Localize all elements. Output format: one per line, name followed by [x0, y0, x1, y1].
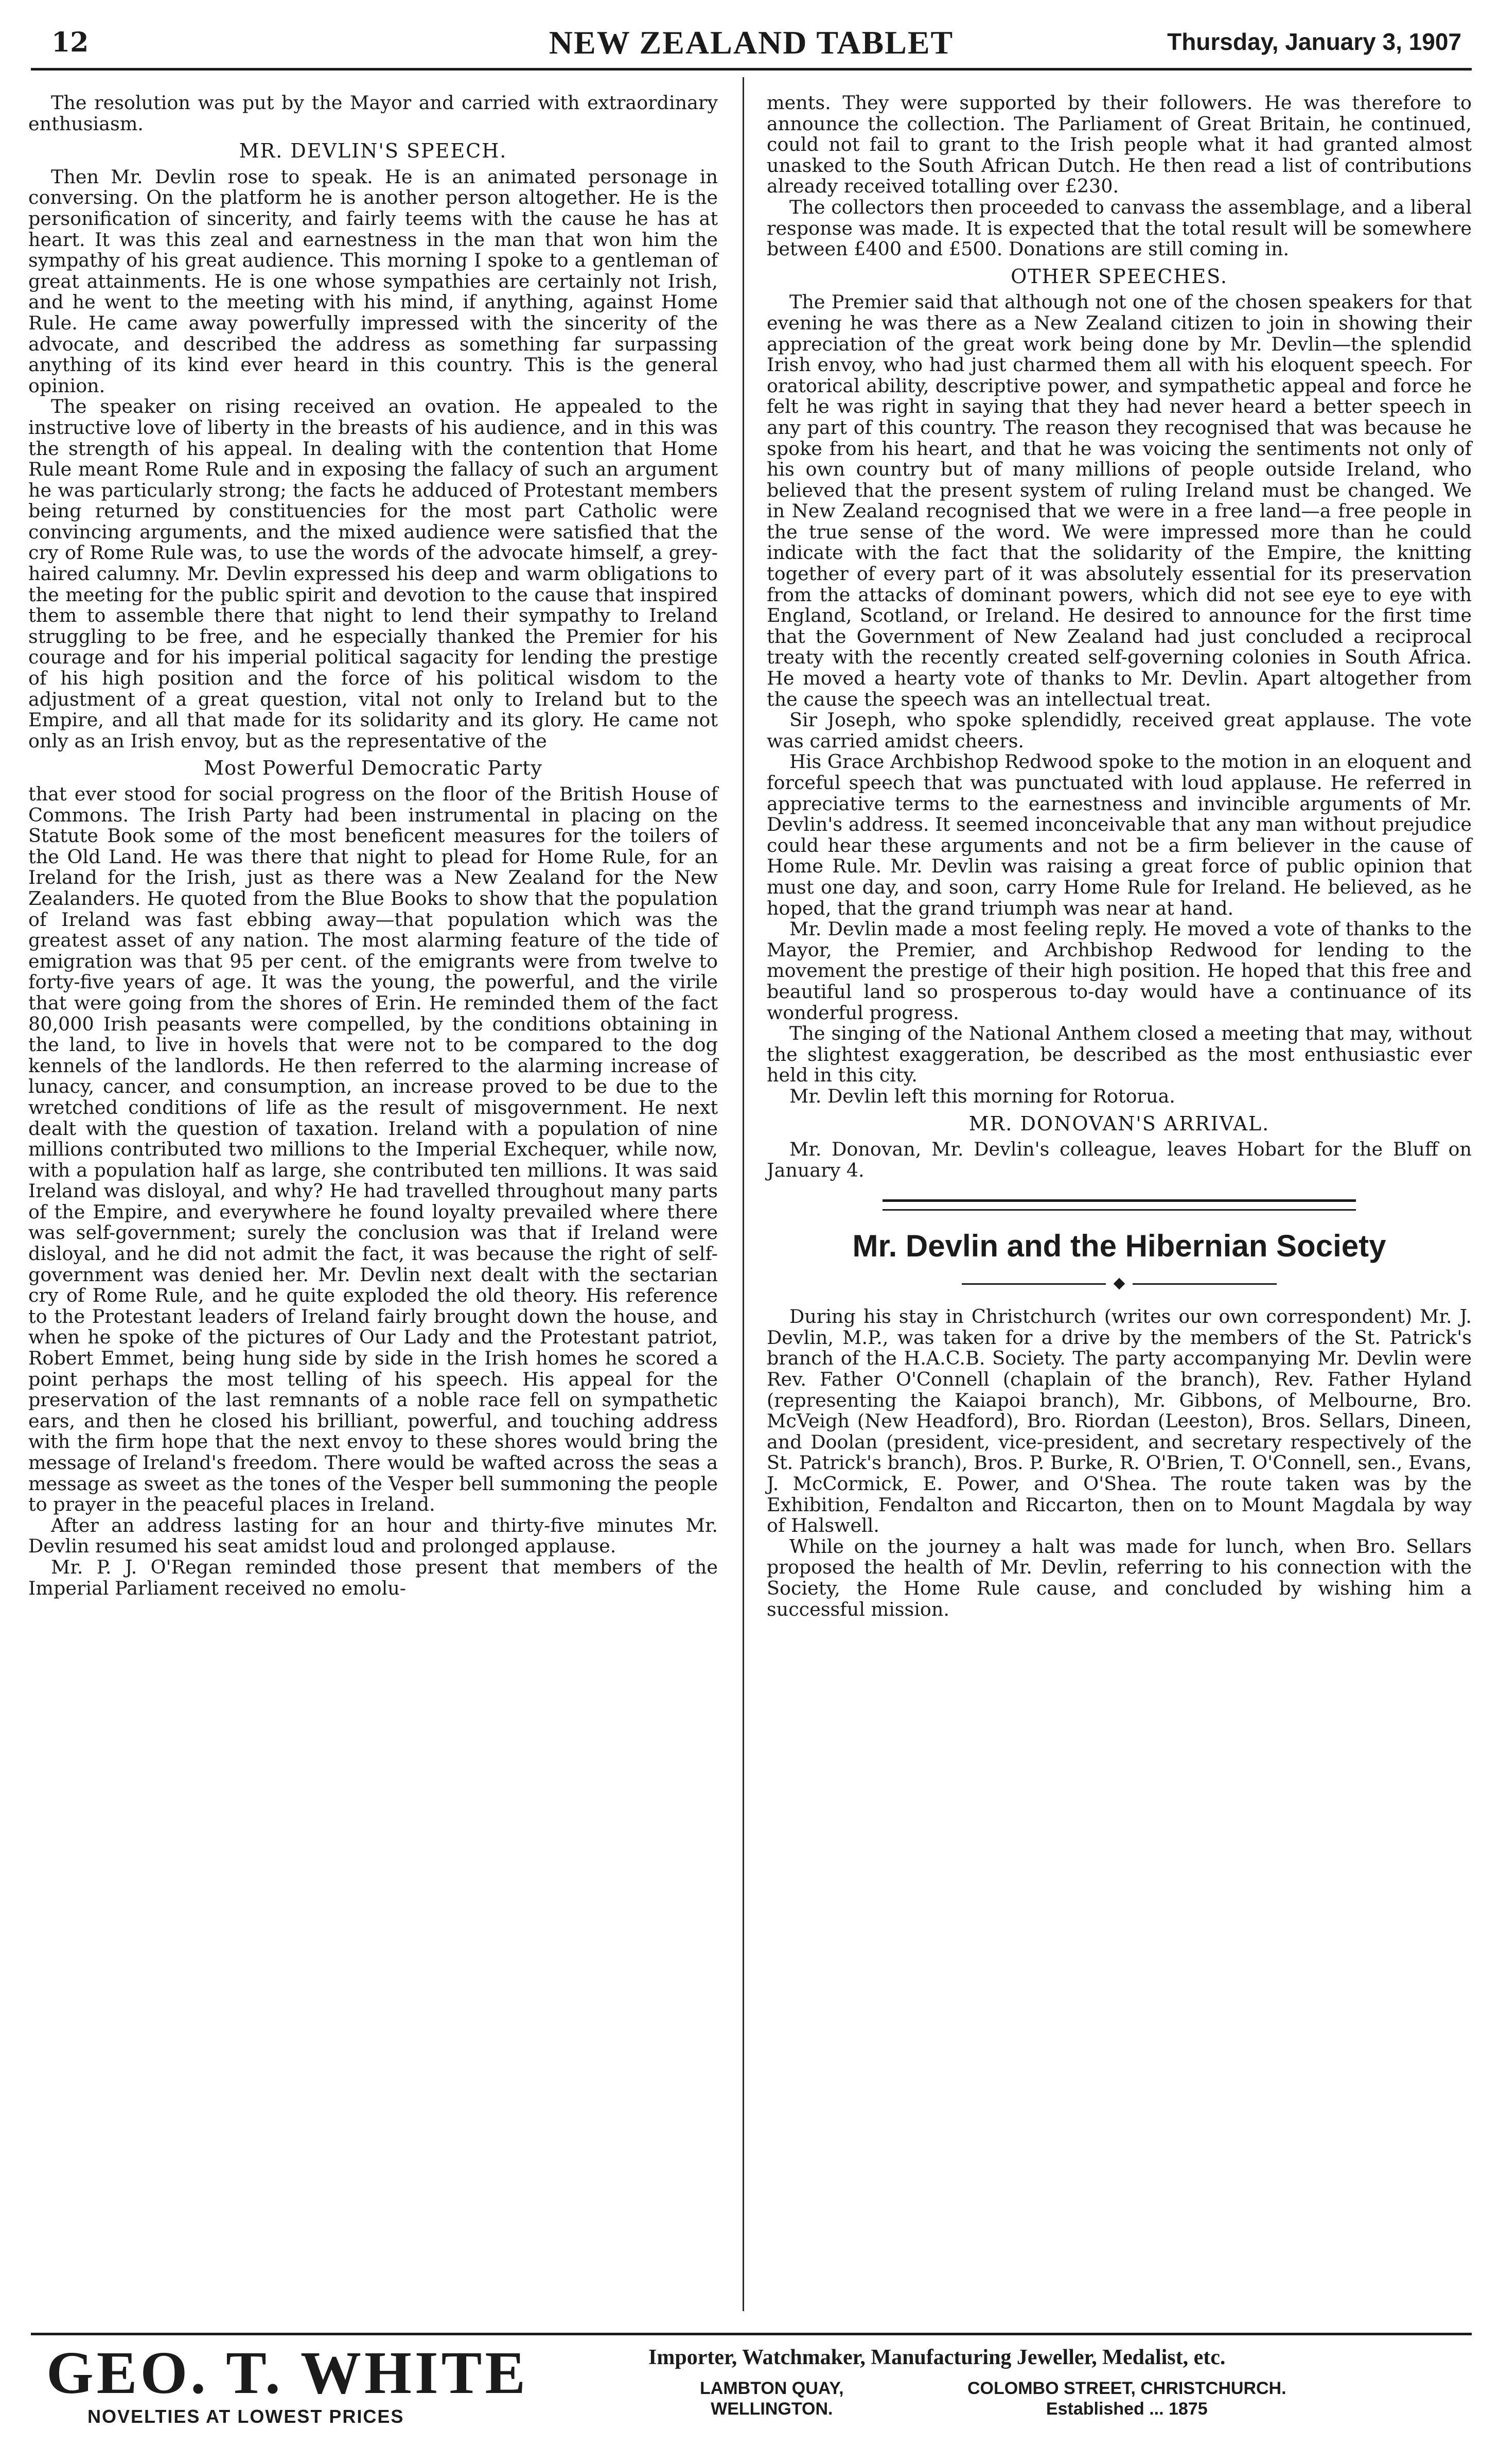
section-heading: MR. DEVLIN'S SPEECH.	[239, 139, 507, 163]
newspaper-title: NEW ZEALAND TABLET	[549, 24, 954, 61]
article-paragraph: The speaker on rising received an ovation. He appealed to the instructive love of liberty in the breasts of his audience, and in this was the strength of his appeal. In dealing with the contention that Home Rule meant Rome Rule and in exposing the fallacy of such an argument he was particularly strong; the facts he adduced of Protestant members being returned by constituencies for the most part Catholic were convincing arguments, and the mixed audience were satisfied that the cry of Rome Rule was, to use the words of the advocate himself, a grey-haired calumny. Mr. Devlin expressed his deep and warm obligations to the meeting for the public spirit and devotion to the cause that inspired them to assemble there that night to lend their sympathy to Ireland struggling to be free, and he especially thanked the Premier for his courage and for his imperial political sagacity for lending the prestige of his high position and the force of his political wisdom to the adjustment of a great question, vital not only to Ireland but to the Empire, and all that made for its solidarity and its glory. He came not only as an Irish envoy, but as the representative of the	[28, 395, 718, 752]
section-heading: Most Powerful Democratic Party	[204, 757, 542, 780]
article-paragraph: ments. They were supported by their followers. He was therefore to announce the collection. The Parliament of Great Britain, he continued, could not fail to grant to the Irish people what it had granted almost unasked to the South African Dutch. He then read a list of contributions already received totalling over £230.	[767, 92, 1472, 198]
article-paragraph: Mr. Devlin made a most feeling reply. He moved a vote of thanks to the Mayor, the Premier, and Archbishop Redwood for lending to the movement the prestige of their high position. He hoped that this free and beautiful land so prosperous to-day would have a continuance of its wonderful progress.	[767, 918, 1472, 1024]
advertiser-name: GEO. T. WHITE	[46, 2339, 529, 2406]
article-paragraph: After an address lasting for an hour and thirty-five minutes Mr. Devlin resumed his seat amidst loud and prolonged applause.	[28, 1514, 718, 1558]
section-heading: MR. DONOVAN'S ARRIVAL.	[968, 1112, 1270, 1135]
article-paragraph: The resolution was put by the Mayor and carried with extraordinary enthusiasm.	[28, 92, 718, 135]
address-wellington	[700, 2378, 844, 2419]
masthead	[31, 21, 1472, 62]
article-paragraph: During his stay in Christchurch (writes our own correspondent) Mr. J. Devlin, M.P., was taken for a drive by the members of the St. Patrick's branch of the H.A.C.B. Society. The party accompanying Mr. Devlin were Rev. Father O'Connell (chaplain of the branch), Rev. Father Hyland (representing the Kaiapoi branch), Mr. Gibbons, of Melbourne, Bro. McVeigh (New Headford), Bro. Riordan (Leeston), Bros. Sellars, Dineen, and Doolan (president, vice-president, and secretary respectively of the St. Patrick's branch), Bros. P. Burke, R. O'Brien, T. O'Connell, sen., Evans, J. McCormick, E. Power, and O'Shea. The route taken was by the Exhibition, Fendalton and Riccarton, then on to Mount Magdala by way of Halswell.	[767, 1305, 1472, 1537]
address-line: LAMBTON QUAY,	[700, 2379, 844, 2398]
right-column	[767, 93, 1472, 1620]
page-number: 12	[51, 27, 89, 58]
article-paragraph: Sir Joseph, who spoke splendidly, received great applause. The vote was carried amidst cheers.	[767, 709, 1472, 752]
article-paragraph: Then Mr. Devlin rose to speak. He is an animated personage in conversing. On the platform he is another person altogether. He is the personification of sincerity, and fairly teems with the cause he has at heart. It was this zeal and earnestness in the man that won him the sympathy of his great audience. This morning I spoke to a gentleman of great attainments. He is one whose sympathies are certainly not Irish, and he went to the meeting with his mind, if anything, against Home Rule. He came away powerfully impressed with the sincerity of the advocate, and described the address as something far surpassing anything of its kind ever heard in this country. This is the general opinion.	[28, 165, 718, 397]
section-heading: OTHER SPEECHES.	[1011, 265, 1228, 288]
advertisement	[31, 2339, 1472, 2455]
column-divider	[743, 77, 744, 2311]
address-line: COLOMBO STREET, CHRISTCHURCH.	[967, 2379, 1286, 2398]
ornament-bar	[962, 1283, 1106, 1285]
article-paragraph: Mr. Devlin left this morning for Rotorua.	[789, 1085, 1175, 1107]
article-paragraph: that ever stood for social progress on the floor of the British House of Commons. The Irish Party had been instrumental in placing on the Statute Book some of the most beneficent measures for the toilers of the Old Land. He was there that night to plead for Home Rule, for an Ireland for the Irish, just as there was a New Zealand for the New Zealanders. He quoted from the Blue Books to show that the population of Ireland was fast ebbing away—that population which was the greatest asset of any nation. The most alarming feature of the tide of emigration was that 95 per cent. of the emigrants were from twelve to forty-five years of age. It was the young, the powerful, and the virile that were going from the shores of Erin. He reminded them of the fact 80,000 Irish peasants were compelled, by the conditions obtaining in the land, to live in hovels that were not to be compared to the dog kennels of the landlords. He then referred to the alarming increase of lunacy, cancer, and consumption, an increase proved to be due to the wretched conditions of life as the result of misgovernment. He next dealt with the question of taxation. Ireland with a population of nine millions contributed two millions to the Imperial Exchequer, while now, with a population half as large, she contributed ten millions. It was said Ireland was disloyal, and why? He had travelled throughout many parts of the Empire, and everywhere he found loyalty prevailed where there was self-government; surely the conclusion was that if Ireland were disloyal, and he did not admit the fact, it was because the right of self-government was denied her. Mr. Devlin next dealt with the sectarian cry of Rome Rule, and he quite exploded the old theory. His reference to the Protestant leaders of Ireland fairly brought down the house, and when he spoke of the pictures of Our Lady and the Protestant patriot, Robert Emmet, being hung side by side in the Irish homes he scored a point perhaps the most telling of his speech. His appeal for the preservation of the last remnants of a noble race fell on sympathetic ears, and then he closed his brilliant, powerful, and touching address with the firm hope that the next envoy to these shores would bring the message of Ireland's freedom. There would be wafted across the seas a message as sweet as the tones of the Vesper bell summoning the people to prayer in the peaceful places in Ireland.	[28, 783, 718, 1516]
address-christchurch	[967, 2378, 1286, 2419]
article-paragraph: The collectors then proceeded to canvass the assemblage, and a liberal response was made. It is expected that the total result will be somewhere between £400 and £500. Donations are still coming in.	[767, 196, 1472, 260]
ornament-bar	[1133, 1283, 1277, 1285]
issue-date: Thursday, January 3, 1907	[1167, 28, 1461, 55]
article-paragraph: Mr. P. J. O'Regan reminded those present that members of the Imperial Parliament received no emolu-	[28, 1556, 718, 1599]
advertiser-services: Importer, Watchmaker, Manufacturing Jeweller, Medalist, etc.	[648, 2346, 1226, 2369]
address-line: WELLINGTON.	[711, 2399, 833, 2419]
advertisement-rule	[31, 2333, 1472, 2335]
article-paragraph: The Premier said that although not one of the chosen speakers for that evening he was there as a New Zealand citizen to join in showing their appreciation of the great work being done by Mr. Devlin—the splendid Irish envoy, who had just charmed them all with his eloquent speech. For oratorical ability, descriptive power, and sympathetic appeal and force he felt he was right in saying that they had never heard a better speech in any part of this country. The reason they recognised that was because he spoke from his heart, and that he was voicing the sentiments not only of his own country but of many millions of people outside Ireland, who believed that the present system of ruling Ireland must be changed. We in New Zealand recognised that we were in a free land—a free people in the true sense of the word. We were impressed more than he could indicate with the fact that the solidarity of the Empire, the knitting together of every part of it was absolutely essential for its preservation from the attacks of dominant powers, which did not see eye to eye with England, Scotland, or Ireland. He desired to announce for the first time that the Government of New Zealand had just concluded a reciprocal treaty with the recently created self-governing colonies in South Africa. He moved a hearty vote of thanks to Mr. Devlin. Apart altogether from the cause the speech was an intellectual treat.	[767, 291, 1472, 710]
article-paragraph: While on the journey a halt was made for lunch, when Bro. Sellars proposed the health of Mr. Devlin, referring to his connection with the Society, the Home Rule cause, and concluded by wishing him a successful mission.	[767, 1535, 1472, 1620]
section-double-rule	[883, 1199, 1356, 1211]
advertiser-tagline: NOVELTIES AT LOWEST PRICES	[87, 2406, 404, 2427]
diamond-icon	[1114, 1278, 1125, 1290]
article-paragraph: His Grace Archbishop Redwood spoke to the motion in an eloquent and forceful speech that was punctuated with loud applause. He referred in appreciative terms to the earnestness and invincible arguments of Mr. Devlin's address. It seemed inconceivable that any man without prejudice could hear these arguments and not be a firm believer in the cause of Home Rule. Mr. Devlin was raising a great force of public opinion that must one day, and soon, carry Home Rule for Ireland. He believed, as he hoped, that the grand triumph was near at hand.	[767, 750, 1472, 919]
article-paragraph: Mr. Donovan, Mr. Devlin's colleague, leaves Hobart for the Bluff on January 4.	[767, 1138, 1472, 1181]
article-paragraph: The singing of the National Anthem closed a meeting that may, without the slightest exaggeration, be described as the most enthusiastic ever held in this city.	[767, 1022, 1472, 1087]
ornament-divider	[767, 1272, 1472, 1293]
masthead-rule	[31, 68, 1472, 71]
article-title: Mr. Devlin and the Hibernian Society	[852, 1229, 1386, 1264]
established-line: Established ... 1875	[1046, 2399, 1208, 2419]
left-column	[28, 93, 718, 1599]
